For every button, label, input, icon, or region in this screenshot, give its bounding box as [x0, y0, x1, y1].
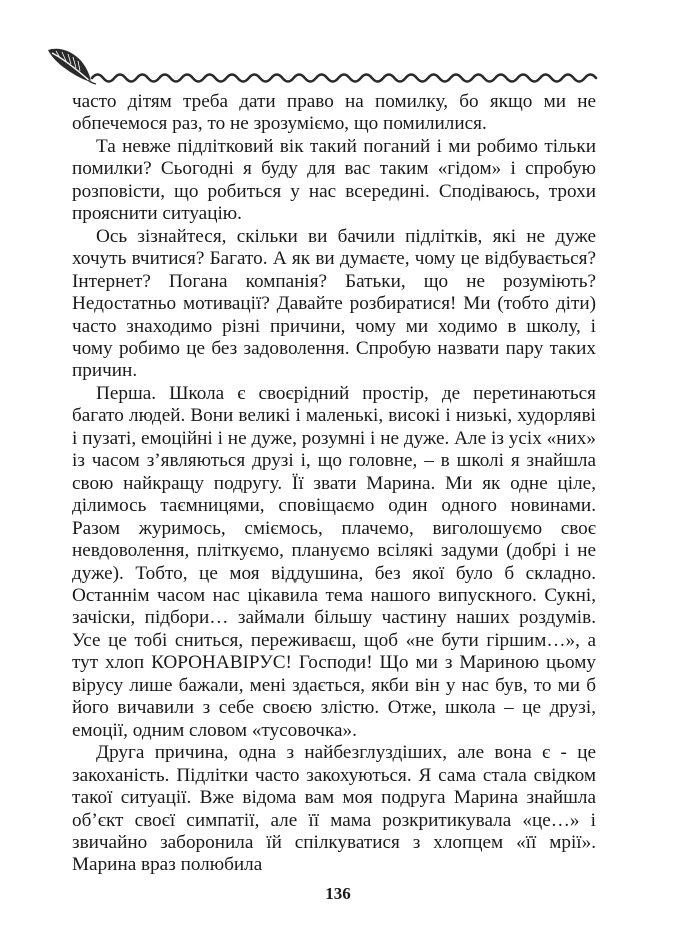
- wavy-divider-icon: [92, 75, 596, 82]
- paragraph: Друга причина, одна з найбезглуздіших, але вона є - це закоханість. Підлітки часто закохуються. Я сама стала свідком такої ситуації. Вже відома вам моя подруга Марина знайшла об’єкт своєї симпатії, але її мама розкритикувала «це…» і звичайно заборонила їй спілкуватися з хлопцем «її мрії». Марина враз полюбила: [72, 742, 596, 876]
- paragraph: Та невже підлітковий вік такий поганий і ми робимо тільки помилки? Сьогодні я буду для вас таким «гідом» і спробую розповісти, що робиться у нас всередині. Сподіваюсь, трохи прояснити ситуацію.: [72, 135, 596, 225]
- paragraph: Перша. Школа є своєрідний простір, де перетинаються багато людей. Вони великі і маленькі, високі і низькі, худорляві і пузаті, емоційні і не дуже, розумні і не дуже. Але із усіх «них» із часом з’являються друзі і, що головне, – в школі я знайшла свою найкращу подругу. Її звати Марина. Ми як одне ціле, ділимось таємницями, сповіщаємо один одного новинами. Разом журимось, сміємось, плачемо, виголошуємо своє невдоволення, пліткуємо, плануємо всілякі задуми (добрі і не дуже). Тобто, це моя віддушина, без якої було б складно. Останнім часом нас цікавила тема нашого випускного. Сукні, зачіски, підбори… займали більшу частину наших роздумів. Усе це тобі сниться, переживаєш, щоб «не бути гіршим…», а тут хлоп КОРОНАВІРУС! Господи! Що ми з Мариною цьому вірусу лише бажали, мені здається, якби він у нас був, то ми б його вичавили з себе своєю злістю. Отже, школа – це друзі, емоції, одним словом «тусовочка».: [72, 382, 596, 741]
- header-ornament: [44, 42, 604, 92]
- paragraph: часто дітям треба дати право на помилку, бо якщо ми не обпечемося раз, то не зрозуміємо, що помилилися.: [72, 91, 596, 135]
- page-number: 136: [325, 884, 351, 903]
- page-text: [72, 91, 596, 877]
- feather-quill-icon: [48, 49, 96, 84]
- paragraph: Ось зізнайтеся, скільки ви бачили підлітків, які не дуже хочуть вчитися? Багато. А як ви думаєте, чому це відбувається? Інтернет? Погана компанія? Батьки, що не розуміють? Недостатньо мотивації? Давайте розбиратися! Ми (тобто діти) часто знаходимо різні причини, чому ми ходимо в школу, і чому робимо це без задоволення. Спробую назвати пару таких причин.: [72, 225, 596, 382]
